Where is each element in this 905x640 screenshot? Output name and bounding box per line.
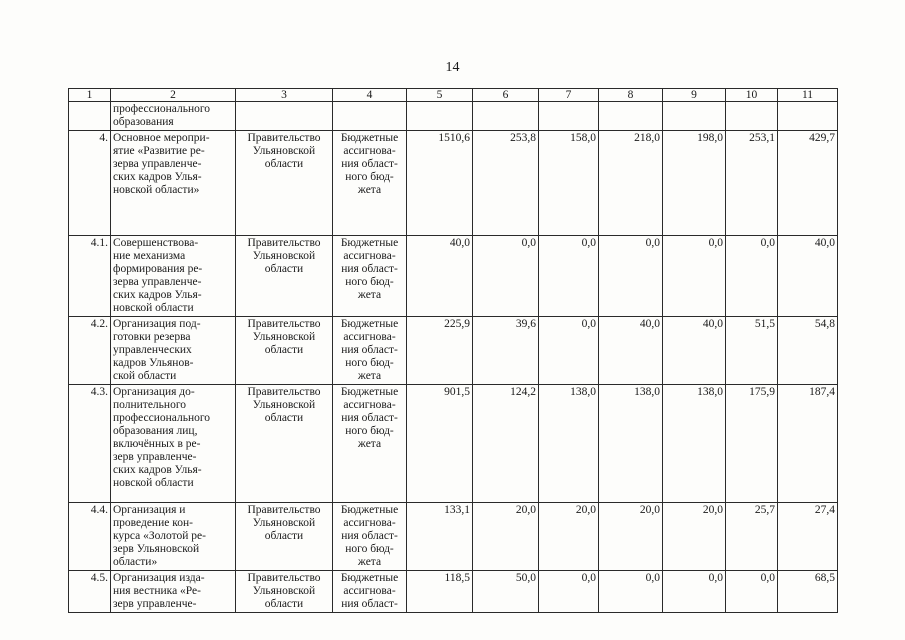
value-cell — [599, 102, 663, 131]
funding-source-cell — [333, 385, 407, 503]
value-cell: 50,0 — [473, 571, 539, 613]
table-row — [69, 317, 838, 385]
executor-cell — [236, 317, 333, 385]
value-cell: 0,0 — [599, 236, 663, 317]
value-cell: 27,4 — [778, 503, 838, 571]
cell-line: профессионального — [113, 103, 211, 115]
cell-line: ния област- — [341, 598, 398, 610]
value-cell: 20,0 — [539, 503, 599, 571]
value-cell: 218,0 — [599, 131, 663, 236]
executor-cell — [236, 385, 333, 503]
cell-line: ассигнова- — [343, 585, 396, 597]
value-cell: 118,5 — [407, 571, 473, 613]
row-number-cell: 4.5. — [69, 571, 111, 613]
value-cell: 54,8 — [778, 317, 838, 385]
cell-line: ние механизма — [113, 250, 186, 262]
cell-line: ния област- — [341, 263, 398, 275]
value-cell — [407, 102, 473, 131]
cell-line: новской области — [113, 302, 194, 314]
cell-line: новской области — [113, 477, 194, 489]
activity-name-cell — [111, 131, 236, 236]
cell-line: новской области» — [113, 184, 200, 196]
value-cell: 138,0 — [539, 385, 599, 503]
cell-line: Правительство — [247, 504, 321, 516]
value-cell: 39,6 — [473, 317, 539, 385]
value-cell: 124,2 — [473, 385, 539, 503]
cell-line: зерв Ульяновской — [113, 543, 200, 555]
cell-line: области — [264, 598, 304, 610]
activity-name-cell — [111, 503, 236, 571]
cell-line: Ульяновской — [252, 331, 316, 343]
value-cell: 901,5 — [407, 385, 473, 503]
value-cell: 138,0 — [663, 385, 726, 503]
value-cell: 1510,6 — [407, 131, 473, 236]
cell-line: ских кадров Улья- — [113, 464, 202, 476]
value-cell: 0,0 — [539, 317, 599, 385]
executor-cell — [236, 102, 333, 131]
cell-line: жета — [357, 370, 382, 382]
executor-cell — [236, 503, 333, 571]
row-number-cell: 4.1. — [69, 236, 111, 317]
row-number-cell: 4. — [69, 131, 111, 236]
table-row — [69, 503, 838, 571]
table-row — [69, 102, 838, 131]
cell-line: зерв управленче- — [113, 598, 197, 610]
executor-cell — [236, 571, 333, 613]
column-header: 3 — [236, 89, 333, 102]
cell-line: жета — [357, 556, 382, 568]
table-row — [69, 385, 838, 503]
cell-line: Основное меропри- — [113, 132, 210, 144]
value-cell: 0,0 — [539, 571, 599, 613]
cell-line: ния област- — [341, 344, 398, 356]
activity-name-cell — [111, 385, 236, 503]
value-cell: 0,0 — [663, 571, 726, 613]
cell-line: области — [264, 530, 304, 542]
value-cell: 20,0 — [599, 503, 663, 571]
table-row — [69, 131, 838, 236]
funding-source-cell — [333, 102, 407, 131]
budget-table — [68, 88, 838, 613]
cell-line: Ульяновской — [252, 250, 316, 262]
value-cell: 25,7 — [726, 503, 778, 571]
cell-line: образования лиц, — [113, 425, 198, 437]
value-cell: 40,0 — [599, 317, 663, 385]
column-header: 8 — [599, 89, 663, 102]
cell-line: Ульяновской — [252, 517, 316, 529]
cell-line: области — [264, 344, 304, 356]
funding-source-cell — [333, 571, 407, 613]
cell-line: жета — [357, 438, 382, 450]
cell-line: зерв управленче- — [113, 451, 197, 463]
value-cell: 198,0 — [663, 131, 726, 236]
value-cell — [473, 102, 539, 131]
value-cell: 0,0 — [726, 571, 778, 613]
value-cell — [539, 102, 599, 131]
value-cell: 253,1 — [726, 131, 778, 236]
cell-line: зерва управленче- — [113, 276, 202, 288]
row-number-cell — [69, 102, 111, 131]
row-number-cell: 4.2. — [69, 317, 111, 385]
cell-line: области — [264, 412, 304, 424]
activity-name-cell — [111, 236, 236, 317]
cell-line: Совершенствова- — [113, 237, 199, 249]
value-cell: 133,1 — [407, 503, 473, 571]
value-cell: 429,7 — [778, 131, 838, 236]
cell-line: Правительство — [247, 132, 321, 144]
value-cell: 138,0 — [599, 385, 663, 503]
column-header: 2 — [111, 89, 236, 102]
cell-line: Организация и — [113, 504, 186, 516]
cell-line: кадров Ульянов- — [113, 357, 194, 369]
row-number-cell: 4.4. — [69, 503, 111, 571]
cell-line: ного бюд- — [345, 276, 394, 288]
cell-line: Правительство — [247, 318, 321, 330]
activity-name-cell — [111, 102, 236, 131]
cell-line: ассигнова- — [343, 145, 396, 157]
cell-line: области — [264, 263, 304, 275]
executor-cell — [236, 236, 333, 317]
cell-line: полнительного — [113, 399, 186, 411]
cell-line: ния област- — [341, 158, 398, 170]
value-cell: 253,8 — [473, 131, 539, 236]
column-header: 7 — [539, 89, 599, 102]
cell-line: ассигнова- — [343, 517, 396, 529]
cell-line: Ульяновской — [252, 585, 316, 597]
cell-line: профессионального — [113, 412, 211, 424]
activity-name-cell — [111, 317, 236, 385]
column-header: 11 — [778, 89, 838, 102]
value-cell: 225,9 — [407, 317, 473, 385]
value-cell: 158,0 — [539, 131, 599, 236]
cell-line: ской области — [113, 370, 177, 382]
value-cell: 40,0 — [663, 317, 726, 385]
value-cell — [663, 102, 726, 131]
funding-source-cell — [333, 131, 407, 236]
cell-line: Ульяновской — [252, 145, 316, 157]
value-cell: 68,5 — [778, 571, 838, 613]
cell-line: Бюджетные — [340, 318, 399, 330]
column-header: 9 — [663, 89, 726, 102]
cell-line: формирования ре- — [113, 263, 203, 275]
cell-line: ного бюд- — [345, 357, 394, 369]
cell-line: Бюджетные — [340, 237, 399, 249]
value-cell: 40,0 — [407, 236, 473, 317]
cell-line: курса «Золотой ре- — [113, 530, 206, 542]
cell-line: ния вестника «Ре- — [113, 585, 201, 597]
activity-name-cell — [111, 571, 236, 613]
value-cell — [778, 102, 838, 131]
cell-line: жета — [357, 289, 382, 301]
value-cell: 0,0 — [599, 571, 663, 613]
cell-line: ассигнова- — [343, 399, 396, 411]
cell-line: Правительство — [247, 386, 321, 398]
cell-line: ния област- — [341, 412, 398, 424]
row-number-cell: 4.3. — [69, 385, 111, 503]
table-header-row — [69, 89, 838, 102]
value-cell: 187,4 — [778, 385, 838, 503]
cell-line: ских кадров Улья- — [113, 289, 202, 301]
cell-line: Бюджетные — [340, 386, 399, 398]
executor-cell — [236, 131, 333, 236]
value-cell: 20,0 — [473, 503, 539, 571]
funding-source-cell — [333, 317, 407, 385]
cell-line: ских кадров Улья- — [113, 171, 202, 183]
table-row — [69, 236, 838, 317]
column-header: 10 — [726, 89, 778, 102]
value-cell: 0,0 — [663, 236, 726, 317]
page-number: 14 — [445, 60, 460, 75]
cell-line: ассигнова- — [343, 331, 396, 343]
column-header: 5 — [407, 89, 473, 102]
cell-line: жета — [357, 184, 382, 196]
value-cell: 40,0 — [778, 236, 838, 317]
value-cell: 0,0 — [726, 236, 778, 317]
value-cell: 0,0 — [539, 236, 599, 317]
cell-line: Ульяновской — [252, 399, 316, 411]
value-cell: 0,0 — [473, 236, 539, 317]
value-cell: 20,0 — [663, 503, 726, 571]
cell-line: зерва управленче- — [113, 158, 202, 170]
cell-line: Бюджетные — [340, 572, 399, 584]
cell-line: ятие «Развитие ре- — [113, 145, 205, 157]
cell-line: образования — [113, 116, 174, 128]
funding-source-cell — [333, 236, 407, 317]
table-body — [69, 89, 838, 613]
cell-line: управленческих — [113, 344, 192, 356]
cell-line: ного бюд- — [345, 543, 394, 555]
value-cell: 51,5 — [726, 317, 778, 385]
cell-line: Организация до- — [113, 386, 195, 398]
column-header: 4 — [333, 89, 407, 102]
cell-line: Бюджетные — [340, 504, 399, 516]
cell-line: Правительство — [247, 572, 321, 584]
cell-line: Бюджетные — [340, 132, 399, 144]
cell-line: области — [264, 158, 304, 170]
column-header: 1 — [69, 89, 111, 102]
value-cell — [726, 102, 778, 131]
value-cell: 175,9 — [726, 385, 778, 503]
funding-source-cell — [333, 503, 407, 571]
column-header: 6 — [473, 89, 539, 102]
cell-line: Организация изда- — [113, 572, 205, 584]
cell-line: ния област- — [341, 530, 398, 542]
cell-line: Правительство — [247, 237, 321, 249]
cell-line: ного бюд- — [345, 171, 394, 183]
cell-line: ного бюд- — [345, 425, 394, 437]
cell-line: проведение кон- — [113, 517, 193, 529]
cell-line: готовки резерва — [113, 331, 191, 343]
cell-line: включённых в ре- — [113, 438, 201, 450]
cell-line: Организация под- — [113, 318, 201, 330]
cell-line: области» — [113, 556, 158, 568]
table-row — [69, 571, 838, 613]
cell-line: ассигнова- — [343, 250, 396, 262]
